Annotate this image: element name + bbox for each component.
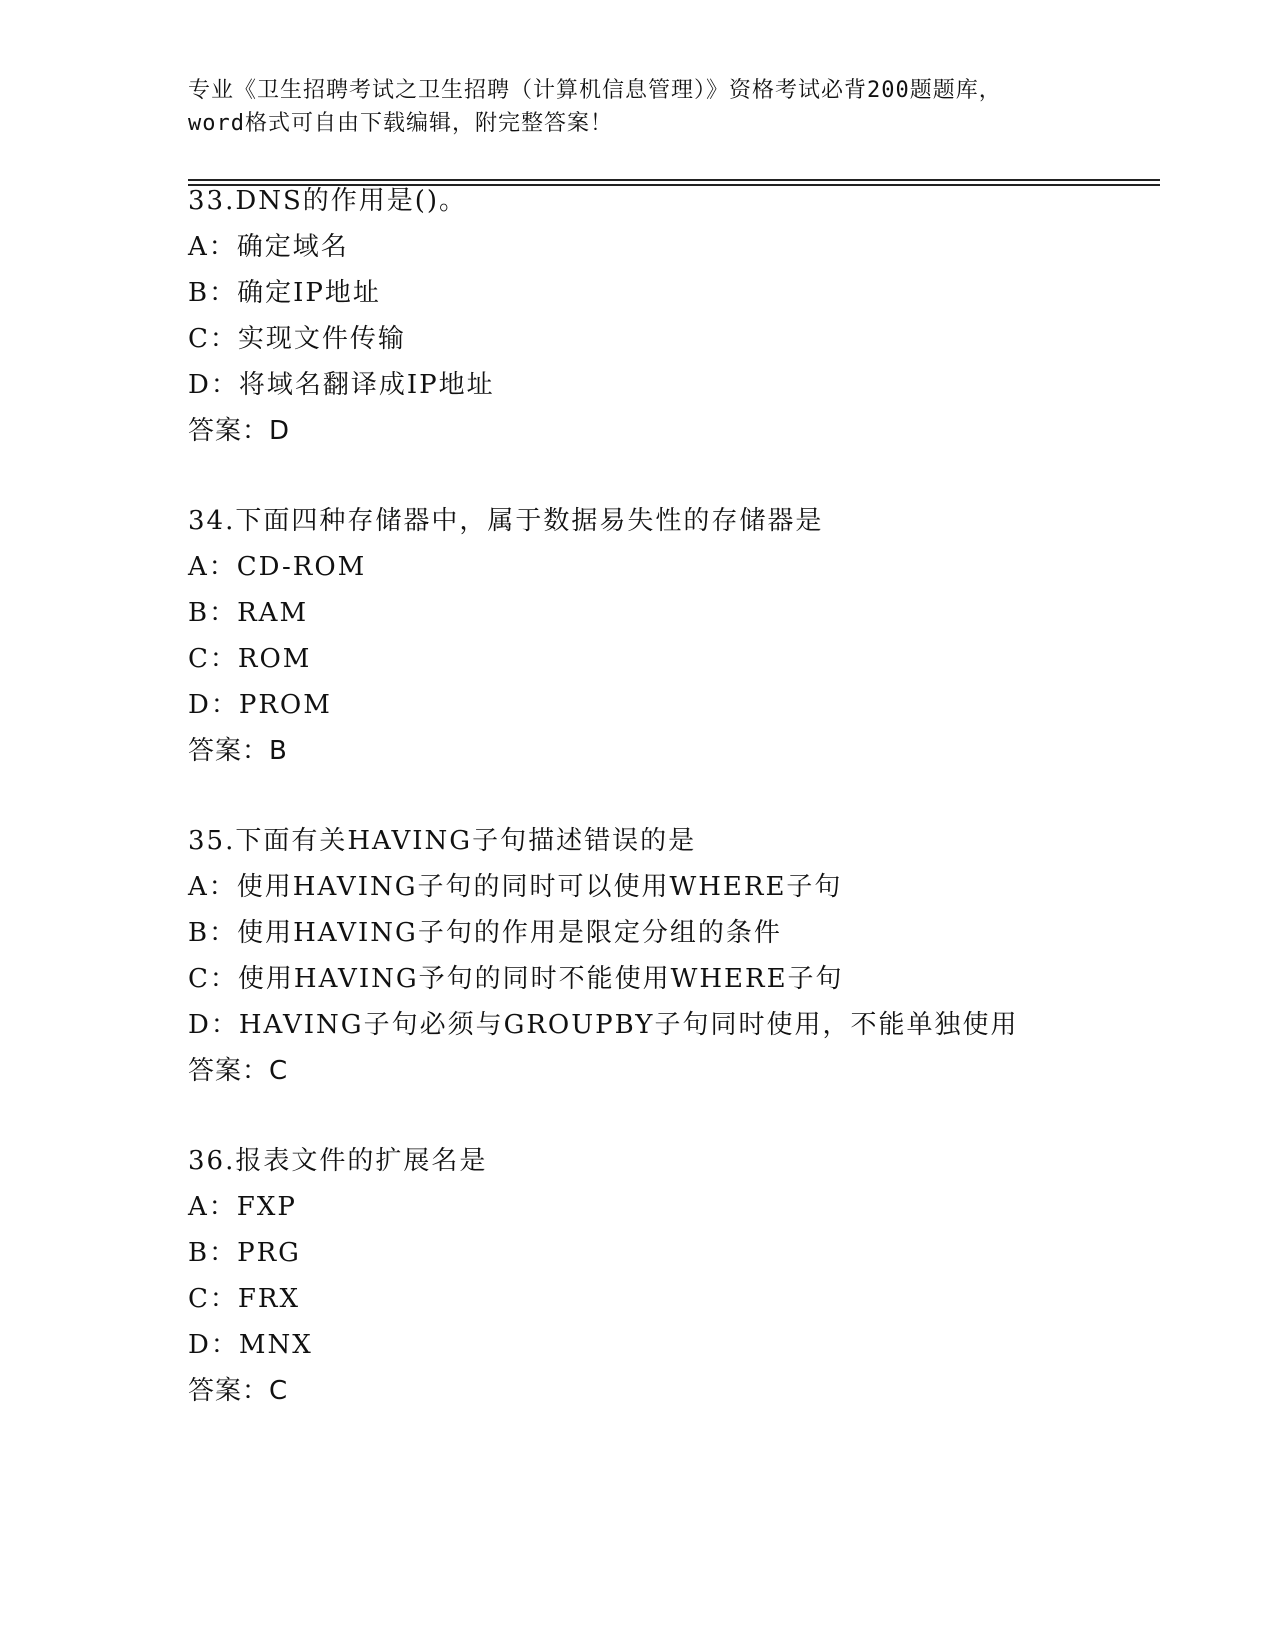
option-b: B：RAM xyxy=(188,598,309,628)
option-d: D：HAVING子句必须与GROUPBY子句同时使用，不能单独使用 xyxy=(188,1010,1019,1040)
question-stem: 34.下面四种存储器中，属于数据易失性的存储器是 xyxy=(188,506,824,536)
option-a: A：使用HAVING子句的同时可以使用WHERE子句 xyxy=(188,872,843,902)
option-a: A：确定域名 xyxy=(188,232,349,262)
option-b: B：确定IP地址 xyxy=(188,278,381,308)
option-c: C：ROM xyxy=(188,644,312,674)
question-stem: 36.报表文件的扩展名是 xyxy=(188,1146,488,1176)
question-stem: 35.下面有关HAVING子句描述错误的是 xyxy=(188,826,697,856)
answer-line: 答案：C xyxy=(188,1056,289,1086)
question-block xyxy=(188,1138,1188,1414)
question-stem: 33.DNS的作用是()。 xyxy=(188,186,468,216)
option-d: D：MNX xyxy=(188,1330,313,1360)
header-line-2: word格式可自由下载编辑，附完整答案！ xyxy=(188,111,613,136)
header-line-1: 专业《卫生招聘考试之卫生招聘（计算机信息管理）》资格考试必背200题题库， xyxy=(188,78,1002,103)
option-d: D：PROM xyxy=(188,690,332,720)
option-b: B：使用HAVING子句的作用是限定分组的条件 xyxy=(188,918,782,948)
answer-line: 答案：B xyxy=(188,736,288,766)
question-block xyxy=(188,818,1188,1094)
option-a: A：FXP xyxy=(188,1192,297,1222)
document-header xyxy=(188,74,1088,140)
option-c: C：使用HAVING予句的同时不能使用WHERE子句 xyxy=(188,964,844,994)
question-block xyxy=(188,498,1188,774)
option-c: C：实现文件传输 xyxy=(188,324,406,354)
option-b: B：PRG xyxy=(188,1238,301,1268)
answer-line: 答案：D xyxy=(188,416,291,446)
option-c: C：FRX xyxy=(188,1284,301,1314)
option-d: D：将域名翻译成IP地址 xyxy=(188,370,495,400)
option-a: A：CD-ROM xyxy=(188,552,367,582)
question-block xyxy=(188,178,1188,454)
answer-line: 答案：C xyxy=(188,1376,289,1406)
